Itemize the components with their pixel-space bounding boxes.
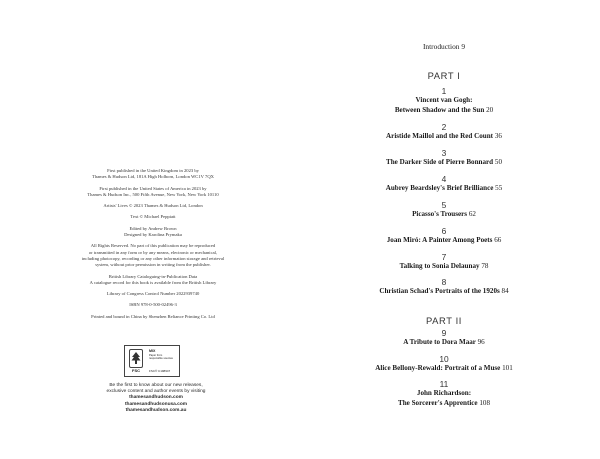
chapter-entry [366, 379, 522, 408]
fsc-description [149, 354, 179, 361]
promo-line: exclusive content and author events by visiting [106, 389, 206, 395]
copyright-line: ISBN 978-0-500-02496-3 [129, 302, 177, 308]
copyright-line: system, without prior permission in writing from the publisher. [95, 262, 211, 268]
chapter-title: Vincent van Gogh: [415, 96, 473, 104]
chapter-page: 20 [486, 105, 494, 114]
copyright-loc [48, 291, 258, 297]
part-heading: PART I [427, 70, 461, 81]
chapter-title-text: Christian Schad's Portraits of the 1920s [379, 287, 500, 295]
copyright-line: Artists' Lives © 2023 Thames & Hudson Ltd, London [103, 203, 203, 209]
chapter-title [366, 132, 522, 142]
chapter-page: 84 [501, 287, 509, 295]
fsc-mix: MIX [149, 349, 156, 353]
fsc-label [124, 345, 180, 377]
fsc-code: FSC® C198947 [149, 369, 171, 373]
copyright-isbn [48, 302, 258, 308]
copyright-printer [48, 314, 258, 320]
copyright-text [48, 214, 258, 220]
chapter-page: 108 [479, 398, 491, 407]
copyright-line: Thames & Hudson Inc., 500 Fifth Avenue, New York, New York 10110 [87, 191, 219, 197]
chapter-title-text: Talking to Sonia Delaunay [399, 262, 480, 270]
chapter-number: 11 [439, 379, 449, 389]
chapter-title [366, 399, 522, 409]
chapter-title [366, 158, 522, 168]
chapter-title [366, 236, 522, 246]
chapter-entry [366, 226, 522, 246]
chapter-title: John Richardson: [416, 389, 472, 397]
chapter-entry [366, 148, 522, 168]
copyright-us [48, 186, 258, 199]
chapter-title-text: Between Shadow and the Sun [394, 105, 485, 114]
chapter-number: 4 [441, 174, 447, 184]
chapter-number: 8 [441, 277, 447, 287]
chapter-entry [366, 200, 522, 220]
chapter-page: 78 [481, 262, 489, 270]
chapter-title [366, 262, 522, 272]
part-heading: PART II [426, 315, 462, 326]
chapter-title [366, 106, 522, 116]
copyright-block [48, 168, 258, 325]
chapter-title-text: The Darker Side of Pierre Bonnard [386, 158, 494, 166]
chapter-entry [366, 122, 522, 142]
chapter-title-text: Joan Miró: A Painter Among Poets [386, 236, 493, 244]
copyright-credits [48, 226, 258, 239]
copyright-line: Text © Michael Peppiatt [130, 214, 176, 220]
chapter-page: 55 [495, 184, 503, 192]
copyright-line: including photocopy, recording or any other information storage and retrieval [81, 255, 225, 261]
chapter-entry [366, 252, 522, 272]
copyright-line: First published in the United Kingdom in 2023 by [107, 168, 199, 173]
chapter-title [366, 210, 522, 220]
chapter-title-text: Aristide Maillol and the Red Count [386, 132, 494, 140]
copyright-title [48, 203, 258, 209]
fsc-description-line: Paper from [149, 354, 163, 357]
chapter-entry [366, 86, 522, 115]
chapter-page: 96 [477, 338, 485, 346]
copyright-line: Thames & Hudson Ltd, 181A High Holborn, London WC1V 7QX [92, 174, 214, 180]
copyright-line: A catalogue record for this book is available from the British Library [89, 279, 217, 285]
chapter-page: 66 [494, 236, 502, 244]
fsc-tree-icon [129, 349, 143, 368]
copyright-line: Library of Congress Control Number 2022939740 [106, 291, 200, 297]
copyright-line: Printed and bound in China by Shenzhen Reliance Printing Co. Ltd [91, 313, 215, 319]
chapter-page: 101 [502, 364, 513, 372]
chapter-number: 9 [441, 328, 447, 338]
copyright-cip [48, 274, 258, 287]
chapter-number: 7 [441, 252, 447, 262]
chapter-title-text: Picasso's Trousers [412, 210, 468, 218]
chapter-entry [366, 174, 522, 194]
chapter-number: 2 [441, 122, 447, 132]
promo-block [96, 383, 216, 414]
chapter-title-text: Alice Bellony-Rewald: Portrait of a Muse [375, 364, 501, 372]
fsc-logo-text: FSC [132, 368, 140, 373]
chapter-title [366, 287, 522, 297]
chapter-number: 3 [441, 148, 447, 158]
introduction-entry: Introduction 9 [422, 42, 466, 51]
chapter-title-text: Aubrey Beardsley's Brief Brilliance [385, 184, 494, 192]
copyright-line: First published in the United States of America in 2023 by [99, 185, 207, 191]
chapter-entry [366, 328, 522, 348]
website-link[interactable]: thamesandhudson.com.au [125, 407, 187, 413]
copyright-rights [48, 243, 258, 268]
chapter-number: 5 [441, 200, 447, 210]
chapter-title [366, 184, 522, 194]
copyright-line: British Library Cataloguing-in-Publication Data [108, 273, 198, 279]
chapter-page: 36 [494, 132, 502, 140]
chapter-title-text: A Tribute to Dora Maar [403, 338, 476, 346]
copyright-line: All Rights Reserved. No part of this publication may be reproduced [90, 243, 216, 249]
chapter-title-text: The Sorcerer's Apprentice [397, 398, 478, 407]
copyright-line: Designed by Karolina Prymaka [124, 232, 182, 238]
chapter-entry [366, 277, 522, 297]
chapter-page: 62 [468, 210, 476, 218]
promo-line: Be the first to know about our new releases, [109, 383, 203, 388]
copyright-line: or transmitted in any form or by any means, electronic or mechanical, [88, 249, 218, 255]
chapter-page: 50 [494, 158, 502, 166]
chapter-entry [366, 354, 522, 374]
website-link[interactable]: thamesandhudson.com [129, 395, 183, 401]
fsc-description-line: responsible sources [149, 357, 173, 361]
chapter-title [366, 364, 522, 374]
copyright-uk [48, 168, 258, 181]
chapter-number: 6 [441, 226, 447, 236]
copyright-line: Edited by Andrew Brown [129, 225, 177, 231]
chapter-number: 10 [439, 354, 449, 364]
chapter-title [366, 338, 522, 348]
website-link[interactable]: thamesandhudsonusa.com [124, 401, 188, 407]
chapter-number: 1 [441, 86, 447, 96]
